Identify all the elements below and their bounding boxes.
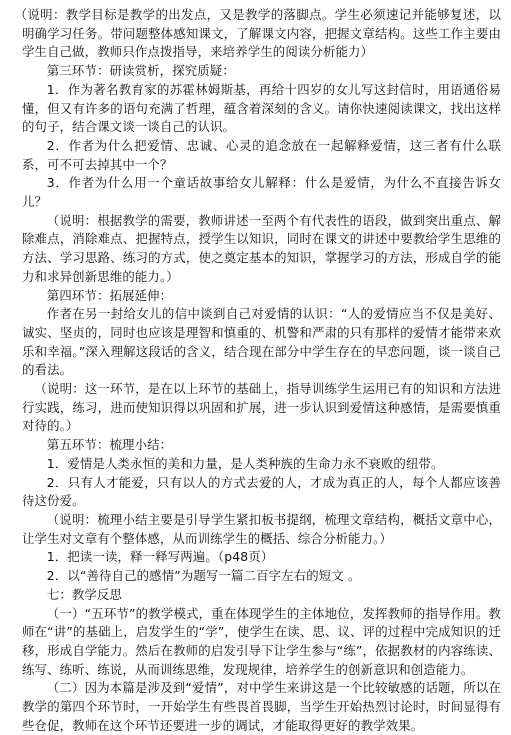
paragraph-note-step5: （说明：梳理小结主要是引导学生紧扣板书提纲，梳理文章结构，概括文章中心，让学生对文章有个整体感，从而训练学生的概括、综合分析能力。） <box>22 511 501 546</box>
reflection-paragraph-1: （一）“五环节”的教学模式，重在体现学生的主体地位，发挥教师的指导作用。教师在“讲”的基础上，启发学生的“学”，使学生在读、思、议、评的过程中完成知识的迁移，形成自学能力。然后在教师的启发引导下让学生参与“练”，依据教材的内容练读、练写、练听、练说，从而训练思维，发现规律，培养学生的创新意识和创造能力。 <box>22 605 501 677</box>
summary-point-2: 2．只有人才能爱，只有以人的方式去爱的人，才成为真正的人，每个人都应该善待这份爱。 <box>22 474 501 509</box>
section-heading-step4: 第四环节：拓展延伸： <box>46 287 173 303</box>
question-3: 3．作者为什么用一个童话故事给女儿解释：什么是爱情，为什么不直接告诉女儿？ <box>22 175 501 210</box>
question-1: 1．作为著名教育家的苏霍林姆斯基，再给十四岁的女儿写这封信时，用语通俗易懂，但又有许多的语句充满了哲理，蕴含着深刻的含义。请你快速阅读课文，找出这样的句子，结合课文谈一谈自己的认识。 <box>22 81 501 135</box>
paragraph-extension: 作者在另一封给女儿的信中谈到自己对爱情的认识：“人的爱情应当不仅是美好、诚实、坚贞的，同时也应该是理智和慎重的、机警和严肃的只有那样的爱情才能带来欢乐和幸福。”深入理解这段话的含义，结合现在部分中学生存在的早恋问题，谈一谈自己的看法。 <box>22 306 501 378</box>
paragraph-note-step4: （说明：这一环节，是在以上环节的基础上，指导训练学生运用已有的知识和方法进行实践，练习，进而使知识得以巩固和扩展，进一步认识到爱情这种感情，是需要慎重对待的。） <box>22 381 501 434</box>
homework-item-1: 1．把读一读，释一释写两遍。（p48页） <box>46 549 274 565</box>
summary-point-1: 1．爱情是人类永恒的美和力量，是人类种族的生命力永不衰败的纽带。 <box>46 455 444 471</box>
reflection-paragraph-2: （二）因为本篇是涉及到“爱情”，对中学生来讲这是一个比较敏感的话题，所以在教学的第四个环节时，一开始学生有些畏首畏脚，当学生开始热烈讨论时，时间显得有些仓促，教师在这个环节还要进一步的调试，才能取得更好的教学效果。 <box>22 680 501 733</box>
section-heading-reflection: 七：教学反思 <box>46 586 123 602</box>
section-heading-step3: 第三环节：研读赏析，探究质疑： <box>46 63 235 79</box>
section-heading-step5: 第五环节：梳理小结： <box>46 437 173 453</box>
question-2: 2．作者为什么把爱情、忠诚、心灵的追念放在一起解释爱情，这三者有什么联系，可不可去掉其中一个？ <box>22 137 501 172</box>
paragraph-note-objectives: （说明：教学目标是教学的出发点，又是教学的落脚点。学生必须速记并能够复述，以明确学习任务。带问题整体感知课文，了解课文内容，把握文章结构。这些工作主要由学生自己做，教师只作点拨指导，来培养学生的阅读分析能力） <box>14 7 501 60</box>
homework-item-2: 2．以“善待自己的感情”为题写一篇二百字左右的短文 。 <box>46 568 361 584</box>
paragraph-note-step3: （说明：根据教学的需要，教师讲述一至两个有代表性的语段，做到突出重点、解除难点，消除难点、把握特点，授学生以知识，同时在课文的讲述中要教给学生思维的方法、学习思路、练习的方式，使之奠定基本的知识，掌握学习的方法，形成自学的能力和求异创新思维的能力。） <box>22 212 501 284</box>
